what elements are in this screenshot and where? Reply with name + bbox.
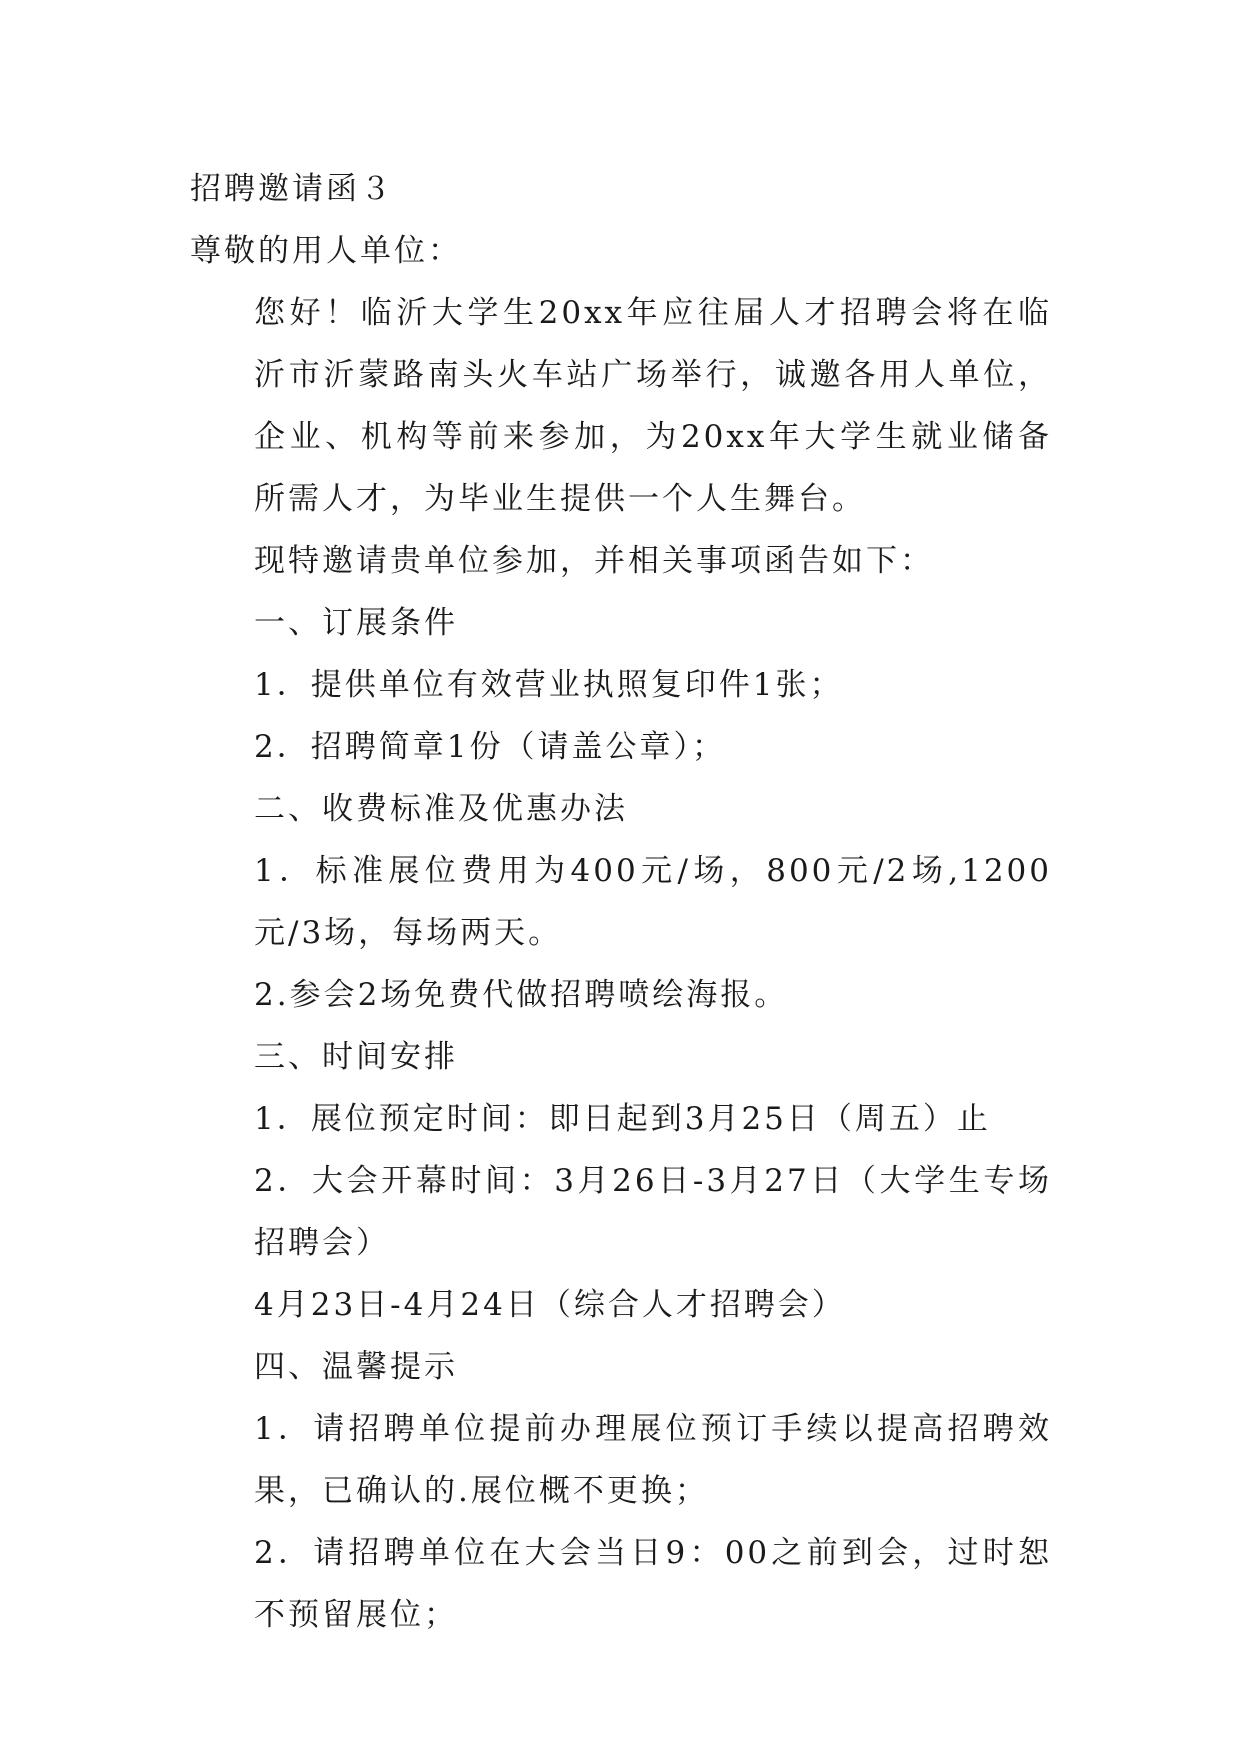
list-item: 1．请招聘单位提前办理展位预订手续以提高招聘效果，已确认的.展位概不更换；: [254, 1411, 1052, 1509]
list-item: 2．请招聘单位在大会当日9：00之前到会，过时恕不预留展位；: [254, 1535, 1052, 1633]
list-item: 1．提供单位有效营业执照复印件1张；: [254, 667, 844, 703]
paragraph-intro: 您好！临沂大学生20xx年应往届人才招聘会将在临沂市沂蒙路南头火车站广场举行，诚邀各用人单位，企业、机构等前来参加，为20xx年大学生就业储备所需人才，为毕业生提供一个人生舞台。: [254, 295, 1052, 517]
list-item: 2.参会2场免费代做招聘喷绘海报。: [254, 977, 789, 1013]
list-item: 2．招聘简章1份（请盖公章）；: [254, 729, 726, 765]
section-heading-fees: 二、收费标准及优惠办法: [254, 791, 628, 827]
list-item: 1．展位预定时间：即日起到3月25日（周五）止: [254, 1101, 991, 1137]
document-title: 招聘邀请函３: [190, 171, 394, 207]
document-body: [190, 158, 1052, 1646]
section-heading-schedule: 三、时间安排: [254, 1039, 458, 1075]
salutation: 尊敬的用人单位：: [190, 233, 462, 269]
section-heading-tips: 四、温馨提示: [254, 1349, 458, 1385]
section-heading-booth-conditions: 一、订展条件: [254, 605, 458, 641]
list-item: 1．标准展位费用为400元/场，800元/2场,1200元/3场，每场两天。: [254, 853, 1052, 951]
list-item: 2．大会开幕时间：3月26日-3月27日（大学生专场招聘会）: [254, 1163, 1052, 1261]
list-item: 4月23日-4月24日（综合人才招聘会）: [254, 1287, 846, 1323]
paragraph-invitation: 现特邀请贵单位参加，并相关事项函告如下：: [254, 543, 934, 579]
